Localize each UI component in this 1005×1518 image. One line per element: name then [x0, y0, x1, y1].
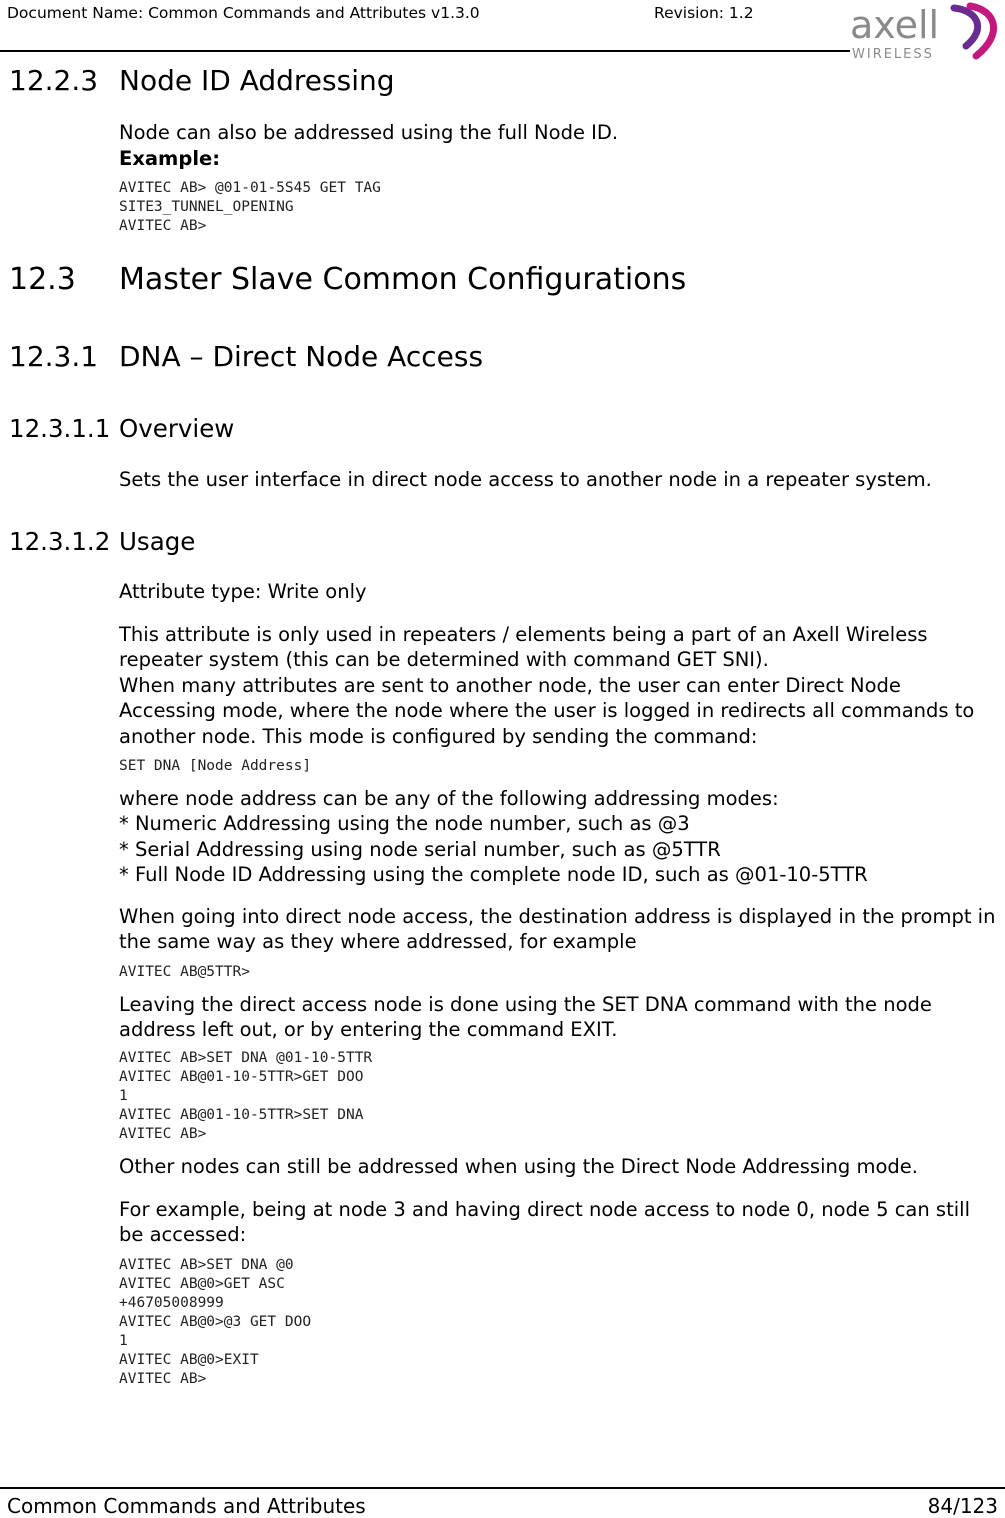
heading-12-2-3 — [9, 64, 395, 97]
heading-title: Master Slave Common Configurations — [119, 262, 687, 297]
header-divider — [0, 50, 850, 52]
paragraph: When going into direct node access, the destination address is displayed in the prompt in the same way as they where addressed, for example — [119, 905, 996, 954]
paragraph: where node address can be any of the following addressing modes: * Numeric Addressing using the node number, such as @3 * Serial Addressing using node serial number, such as @5TTR * Full Node ID Addressing using the complete node ID, such as @01-10-5TTR — [119, 787, 868, 887]
heading-12-3-1-1 — [9, 414, 234, 443]
heading-number: 12.2.3 — [9, 64, 99, 97]
heading-title: DNA – Direct Node Access — [119, 340, 484, 373]
code-block: AVITEC AB@5TTR> — [119, 964, 250, 980]
heading-12-3 — [9, 262, 686, 297]
paragraph: Other nodes can still be addressed when using the Direct Node Addressing mode. — [119, 1155, 918, 1178]
heading-number: 12.3.1.2 — [9, 527, 111, 556]
heading-12-3-1-2 — [9, 527, 195, 556]
paragraph: Attribute type: Write only — [119, 580, 367, 603]
code-block: AVITEC AB> @01-01-5S45 GET TAG SITE3_TUNNEL_OPENING AVITEC AB> — [119, 180, 381, 234]
paragraph: Sets the user interface in direct node access to another node in a repeater system. — [119, 468, 932, 491]
code-block: AVITEC AB>SET DNA @0 AVITEC AB@0>GET ASC +46705008999 AVITEC AB@0>@3 GET DOO 1 AVITEC AB@0>EXIT AVITEC AB> — [119, 1257, 312, 1387]
heading-number: 12.3.1 — [9, 340, 99, 373]
paragraph: For example, being at node 3 and having direct node access to node 0, node 5 can still be accessed: — [119, 1198, 970, 1247]
revision-label: Revision: 1.2 — [654, 4, 754, 22]
logo-swoosh-1 — [954, 8, 978, 46]
paragraph: This attribute is only used in repeaters / elements being a part of an Axell Wireless repeater system (this can be determined with command GET SNI). When many attributes are sent to another node, the user can enter Direct Node Accessing mode, where the node where the user is logged in redirects all commands to another node. This mode is configured by sending the command: — [119, 623, 975, 748]
document-name: Document Name: Common Commands and Attributes v1.3.0 — [7, 4, 480, 22]
heading-12-3-1 — [9, 340, 483, 373]
code-block: AVITEC AB>SET DNA @01-10-5TTR AVITEC AB@01-10-5TTR>GET DOO 1 AVITEC AB@01-10-5TTR>SET DNA AVITEC AB> — [119, 1050, 373, 1142]
heading-number: 12.3 — [9, 262, 76, 297]
paragraph: Node can also be addressed using the full Node ID. — [119, 121, 619, 144]
footer-title: Common Commands and Attributes — [7, 1494, 366, 1518]
heading-title: Node ID Addressing — [119, 64, 395, 97]
example-label: Example: — [119, 147, 221, 170]
code-block: SET DNA [Node Address] — [119, 758, 312, 774]
heading-title: Overview — [119, 414, 235, 443]
footer-divider — [0, 1487, 1005, 1489]
logo-subtitle: WIRELESS — [852, 47, 934, 62]
logo-wordmark: axell — [850, 3, 940, 47]
heading-number: 12.3.1.1 — [9, 414, 111, 443]
axell-wireless-logo — [848, 0, 1005, 66]
page-number: 84/123 — [927, 1494, 998, 1518]
paragraph: Leaving the direct access node is done using the SET DNA command with the node address left out, or by entering the command EXIT. — [119, 993, 932, 1042]
heading-title: Usage — [119, 527, 196, 556]
